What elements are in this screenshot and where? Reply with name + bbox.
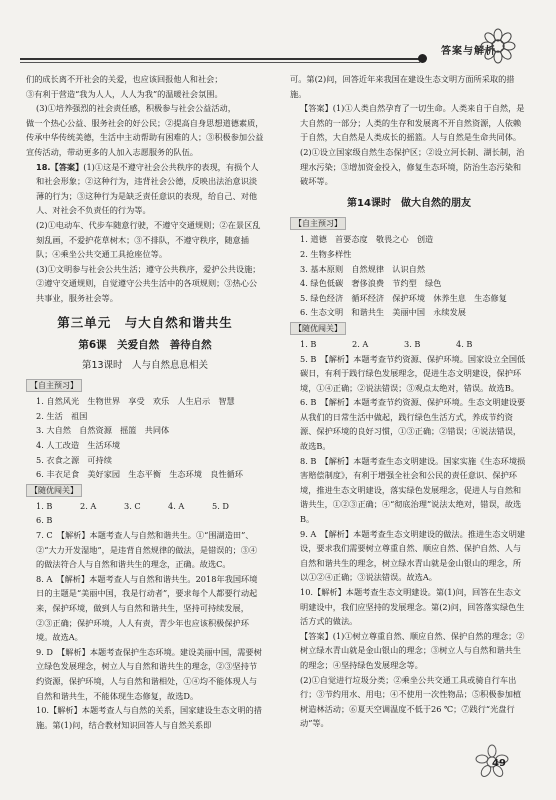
- header-rule-thin: [20, 62, 420, 63]
- answer-item: 6. B 【解析】本题考查节约资源、保护环境。生态文明建设要从我们的日常生活中做起，践行绿色生活方式，养成节约资源、保护环境的良好习惯，①③正确；②错误；④说法错误，故选B。: [300, 397, 526, 452]
- section-label-practice: 【随优闯关】: [26, 484, 82, 497]
- header-title: 答案与解析: [441, 46, 496, 57]
- q18-part1: (1)①这是不遵守社会公共秩序的表现，有损个人和社会形象；②这种行为，违背社会公德，反映出法治意识淡薄的行为；③这种行为是缺乏责任意识的表现，给自己、对他人、对社会不负责任的行为等。: [36, 161, 259, 216]
- period-title: 第14课时 做大自然的朋友: [347, 197, 471, 209]
- unit-title: 第三单元 与大自然和谐共生: [57, 314, 233, 330]
- answer-item: 8. B 【解析】本题考查生态文明建设。国家实施《生态环境损害赔偿制度》，有利于增强全社会和公民的责任意识、保护环境，推进生态文明建设，落实绿色发展理念，促进人与自然和谐共生，①②③正确；④“彻底治理”说法太绝对，错误，故选B。: [300, 455, 526, 525]
- answer-item: 9. D 【解析】本题考查保护生态环境。建设美丽中国，需要树立绿色发展理念，树立人与自然和谐共生的理念，②③坚持节约资源，保护环境，人与自然和谐相处，①④均不能体现人与自然和谐共生，不能体现生态修复，故选D。: [36, 646, 262, 701]
- preview-item: 5. 衣食之源 可持续: [36, 454, 112, 465]
- answer-item: 8. A 【解析】本题考查人与自然和谐共生。2018年我国环境日的主题是“美丽中国，我是行动者”，要求每个人都要行动起来，保护环境，做到人与自然和谐共生，坚持可持续发展，②③正确；保护环境，人人有责，青少年也应该积极保护环境。故选A。: [36, 573, 258, 643]
- period-title: 第13课时 人与自然息息相关: [81, 359, 209, 371]
- text-line: 们的成长离不开社会的关爱，也应该回报他人和社会；: [26, 74, 223, 84]
- choice-answer: 1. B: [300, 338, 317, 349]
- preview-item: 4. 绿色低碳 奢侈浪费 节约型 绿色: [300, 278, 442, 289]
- preview-item: 6. 生态文明 和谐共生 美丽中国 永续发展: [300, 307, 466, 318]
- preview-item: 6. 丰衣足食 美好家园 生态平衡 生态环境 良性循环: [36, 469, 243, 480]
- choice-answer: 2. A: [80, 500, 97, 511]
- choice-answer: 3. B: [404, 338, 421, 349]
- choice-answers: [26, 499, 264, 528]
- preview-item: 2. 生物多样性: [300, 248, 352, 259]
- page-number: 49: [492, 758, 506, 769]
- section-label-preview: 【自主预习】: [26, 379, 82, 392]
- preview-item: 3. 基本原则 自然规律 认识自然: [300, 263, 426, 274]
- section-label-preview: 【自主预习】: [290, 217, 346, 230]
- text-line: (2)①设立国家级自然生态保护区；②设立河长制、湖长制，治理水污染；③增加资金投入，修复生态环境，防治生态污染和破坏等。: [300, 146, 525, 187]
- choice-answer: 4. B: [456, 338, 473, 349]
- text-line: 【答案】(1)①人类自然孕育了一切生命。人类来自于自然，是大自然的一部分；人类的生存和发展离不开自然资源，人依赖于自然，大自然是人类成长的摇篮。人与自然是生命共同体。: [300, 103, 525, 143]
- choice-answer: 6. B: [36, 515, 53, 526]
- header-rule: [20, 58, 420, 60]
- answer-item: (2)①自觉进行垃圾分类；②乘坐公共交通工具或骑自行车出行；③节约用水、用电；④不使用一次性物品；⑤积极参加植树造林活动；⑥夏天空调温度不低于26 ℃；⑦践行“光盘行动”等。: [300, 674, 522, 729]
- choice-answer: 2. A: [352, 338, 369, 349]
- answer-item: 10.【解析】本题考查生态文明建设。第(1)问，回答在生态文明建设中，我们应坚持的发展理念。第(2)问，回答落实绿色生活方式的做法。: [300, 587, 525, 627]
- preview-item: 2. 生活 祖国: [36, 410, 88, 421]
- q18-part2: (2)①电动车、代步车随意行驶，不遵守交通规则；②在景区乱刻乱画，不爱护花草树木；③不排队，不遵守秩序，随意插队；④乘坐公共交通工具抢座位等。: [36, 219, 261, 260]
- q18-answer: [26, 160, 264, 218]
- left-column: [26, 72, 264, 732]
- answer-item: 7. C 【解析】本题考查人与自然和谐共生。①“围湖造田”、②“大力开发湿地”，是违背自然规律的做法，是错误的；③④的做法符合人与自然和谐共生的理念，正确。故选C。: [36, 530, 258, 570]
- answer-item: 9. A 【解析】本题考查生态文明建设的做法。推进生态文明建设，要求我们需要树立尊重自然、顺应自然、保护自然、人与自然和谐共生的理念，树立绿水青山就是金山银山的理念，所以①②④正确；③说法错误。故选A。: [300, 528, 526, 583]
- text-line: 可。第(2)问，回答近年来我国在建设生态文明方面所采取的措施。: [290, 74, 515, 99]
- answer-item: 【答案】(1)①树立尊重自然、顺应自然、保护自然的理念；②树立绿水青山就是金山银山的理念；③树立人与自然和谐共生的理念；④坚持绿色发展理念等。: [300, 630, 525, 670]
- preview-item: 5. 绿色经济 循环经济 保护环境 休养生息 生态修复: [300, 292, 507, 303]
- choice-answers: [290, 337, 528, 352]
- preview-item: 3. 大自然 自然资源 摇篮 共同体: [36, 425, 170, 436]
- answer-item: 10.【解析】本题考查人与自然的关系，国家建设生态文明的措施。第(1)问，结合教材知识回答人与自然关系即: [36, 705, 262, 730]
- choice-answer: 5. D: [212, 500, 229, 511]
- text-line: 做一个热心公益、服务社会的好公民；②提高自身思想道德素质，传承中华传统美德，生活中主动帮助有困难的人；③积极参加公益宣传活动，带动更多的人加入志愿服务的队伍。: [26, 117, 264, 157]
- preview-item: 1. 道德 首要态度 敬畏之心 创造: [300, 234, 434, 245]
- section-label-practice: 【随优闯关】: [290, 322, 346, 335]
- preview-item: 1. 自然风光 生物世界 享受 欢乐 人生启示 智慧: [36, 396, 235, 407]
- text-line: ③有利于营造“我为人人，人人为我”的温暖社会氛围。: [26, 88, 223, 99]
- answer-item: 5. B 【解析】本题考查节约资源、保护环境。国家设立全国低碳日，有利于践行绿色发展理念，促进生态文明建设，保护环境，①④正确；②说法错误；③观点太绝对，错误。故选B。: [300, 353, 526, 393]
- right-column: [290, 72, 528, 731]
- choice-answer: 4. A: [168, 500, 185, 511]
- q18-label: 18.【答案】: [36, 161, 84, 172]
- q18-part3: (3)①文明参与社会公共生活；遵守公共秩序，爱护公共设施；②遵守交通规则，自觉遵守公共生活中的各项规则；③热心公共事业，服务社会等。: [36, 263, 261, 303]
- text-line: (3)①培养强烈的社会责任感，积极参与社会公益活动，: [36, 103, 236, 114]
- preview-item: 4. 人工改造 生活环境: [36, 440, 121, 451]
- choice-answer: 1. B: [36, 500, 53, 511]
- flower-emblem-icon: [480, 28, 516, 64]
- choice-answer: 3. C: [124, 500, 141, 511]
- header-bullet-icon: [418, 54, 427, 63]
- lesson-title: 第6课 关爱自然 善待自然: [78, 339, 212, 352]
